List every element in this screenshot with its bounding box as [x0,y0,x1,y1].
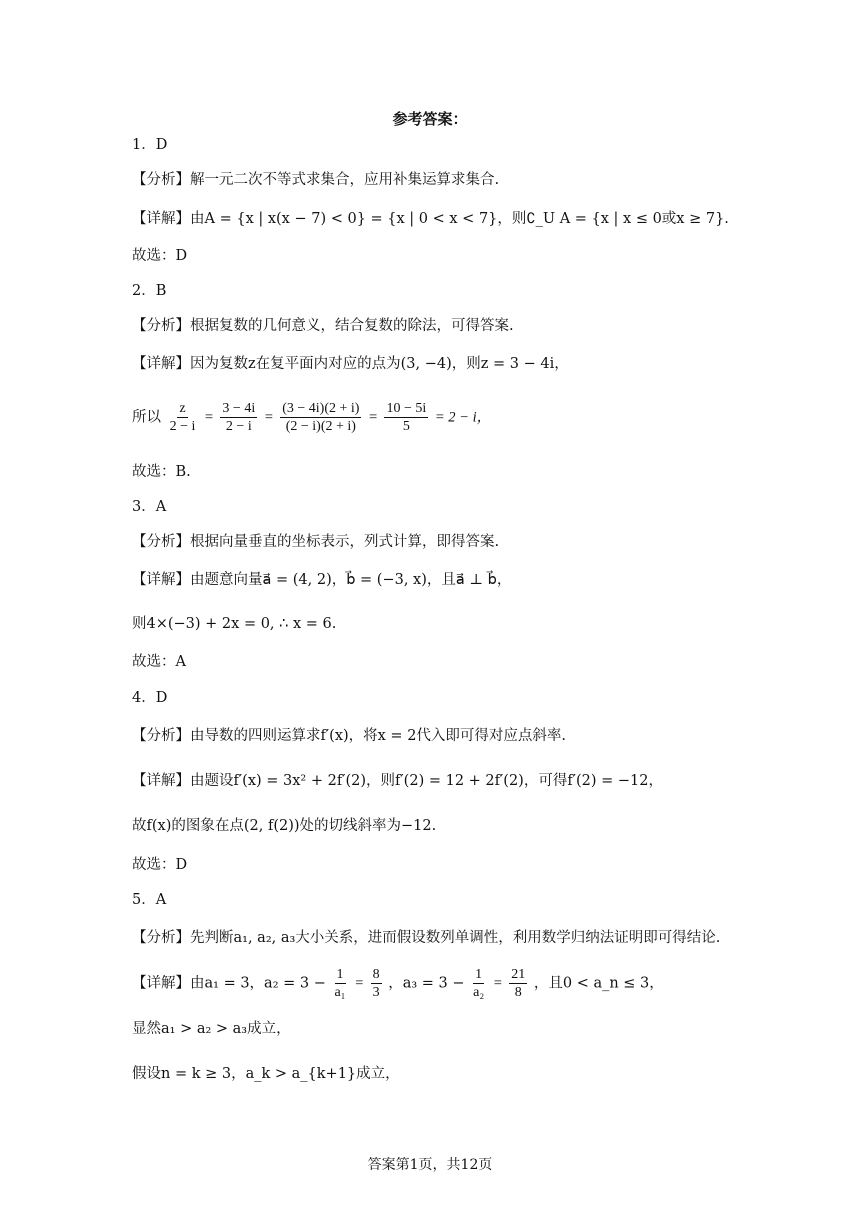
detail-text: 【详解】因为复数z在复平面内对应的点为(3, −4)，则z = 3 − 4i， [132,356,569,372]
detail-text: 【详解】由题意向量a⃗ = (4, 2)，b⃗ = (−3, x)，且a⃗ ⊥ b⃗， [132,572,512,588]
question-number: 5．A [132,892,167,908]
answer-choice: 故选：D [132,248,188,264]
analysis-text: 【分析】解一元二次不等式求集合，应用补集运算求集合. [132,172,500,188]
question-number: 1．D [132,137,168,153]
answer-choice: 故选：D [132,857,188,873]
equation-prefix: 【详解】由a₁ = 3，a₂ = 3 − [132,975,326,992]
fraction-equation-row: 所以 $\frac{z}{2 - i}$ = $\frac{3 - 4i}{2 - i}$ = $\frac{(3 - 4i)(2 + i)}{(2 - i)(2 + i)}$ = $\frac{10 - 5i}{5}$ = 2 − i， [132,401,492,434]
page-title: 参考答案： [392,110,468,128]
analysis-text: 【分析】根据向量垂直的坐标表示，列式计算，即得答案. [132,534,500,550]
answer-choice: 故选：B. [132,464,191,480]
fraction: $\frac{1}{\text{a₂}}$ [473,967,485,1000]
page-footer: 答案第1页，共12页 [367,1157,493,1173]
question-number: 4．D [132,690,168,706]
detail-text: 显然a₁ > a₂ > a₃成立， [132,1021,291,1037]
detail-text: 【详解】由题设f′(x) = 3x² + 2f′(2)，则f′(2) = 12 + 2f′(2)，可得f′(2) = −12， [132,773,663,789]
analysis-text: 【分析】先判断a₁, a₂, a₃大小关系，进而假设数列单调性，利用数学归纳法证明即可得结论. [132,930,721,946]
fraction: $\frac{21}{8}$ [511,967,526,1000]
equation-suffix: ，且0 < a_n ≤ 3， [533,975,664,992]
fraction: $\frac{8}{3}$ [372,967,380,1000]
analysis-text: 【分析】由导数的四则运算求f′(x)，将x = 2代入即可得对应点斜率. [132,728,567,744]
detail-text: 假设n = k ≥ 3，a_k > a_{k+1}成立， [132,1066,400,1082]
detail-text: 故f(x)的图象在点(2, f(2))处的切线斜率为−12. [132,818,437,834]
fraction-equation-row: 【详解】由a₁ = 3，a₂ = 3 − $\frac{1}{\text{a₁}}$ = $\frac{8}{3}$ ，a₃ = 3 − $\frac{1}{\text{a₂}}$ = $\frac{21}{8}$ ，且0 < a_n ≤ 3， [132,967,664,1000]
detail-text: 则4×(−3) + 2x = 0, ∴ x = 6. [132,616,337,632]
equation-prefix: 所以 [132,409,161,426]
question-number: 2．B [132,283,167,299]
question-number: 3．A [132,499,167,515]
fraction: $\frac{3 - 4i}{2 - i}$ [222,401,256,434]
fraction: $\frac{1}{\text{a₁}}$ [334,967,346,1000]
fraction: $\frac{z}{2 - i}$ [169,401,196,434]
answer-choice: 故选：A [132,654,186,670]
equation-suffix: = 2 − i， [434,409,492,426]
fraction: $\frac{(3 - 4i)(2 + i)}{(2 - i)(2 + i)}$ [282,401,360,434]
detail-text: 【详解】由A = {x | x(x − 7) < 0} = {x | 0 < x < 7}，则∁_U A = {x | x ≤ 0或x ≥ 7}. [132,211,729,227]
analysis-text: 【分析】根据复数的几何意义，结合复数的除法，可得答案. [132,318,514,334]
fraction: $\frac{10 - 5i}{5}$ [386,401,427,434]
